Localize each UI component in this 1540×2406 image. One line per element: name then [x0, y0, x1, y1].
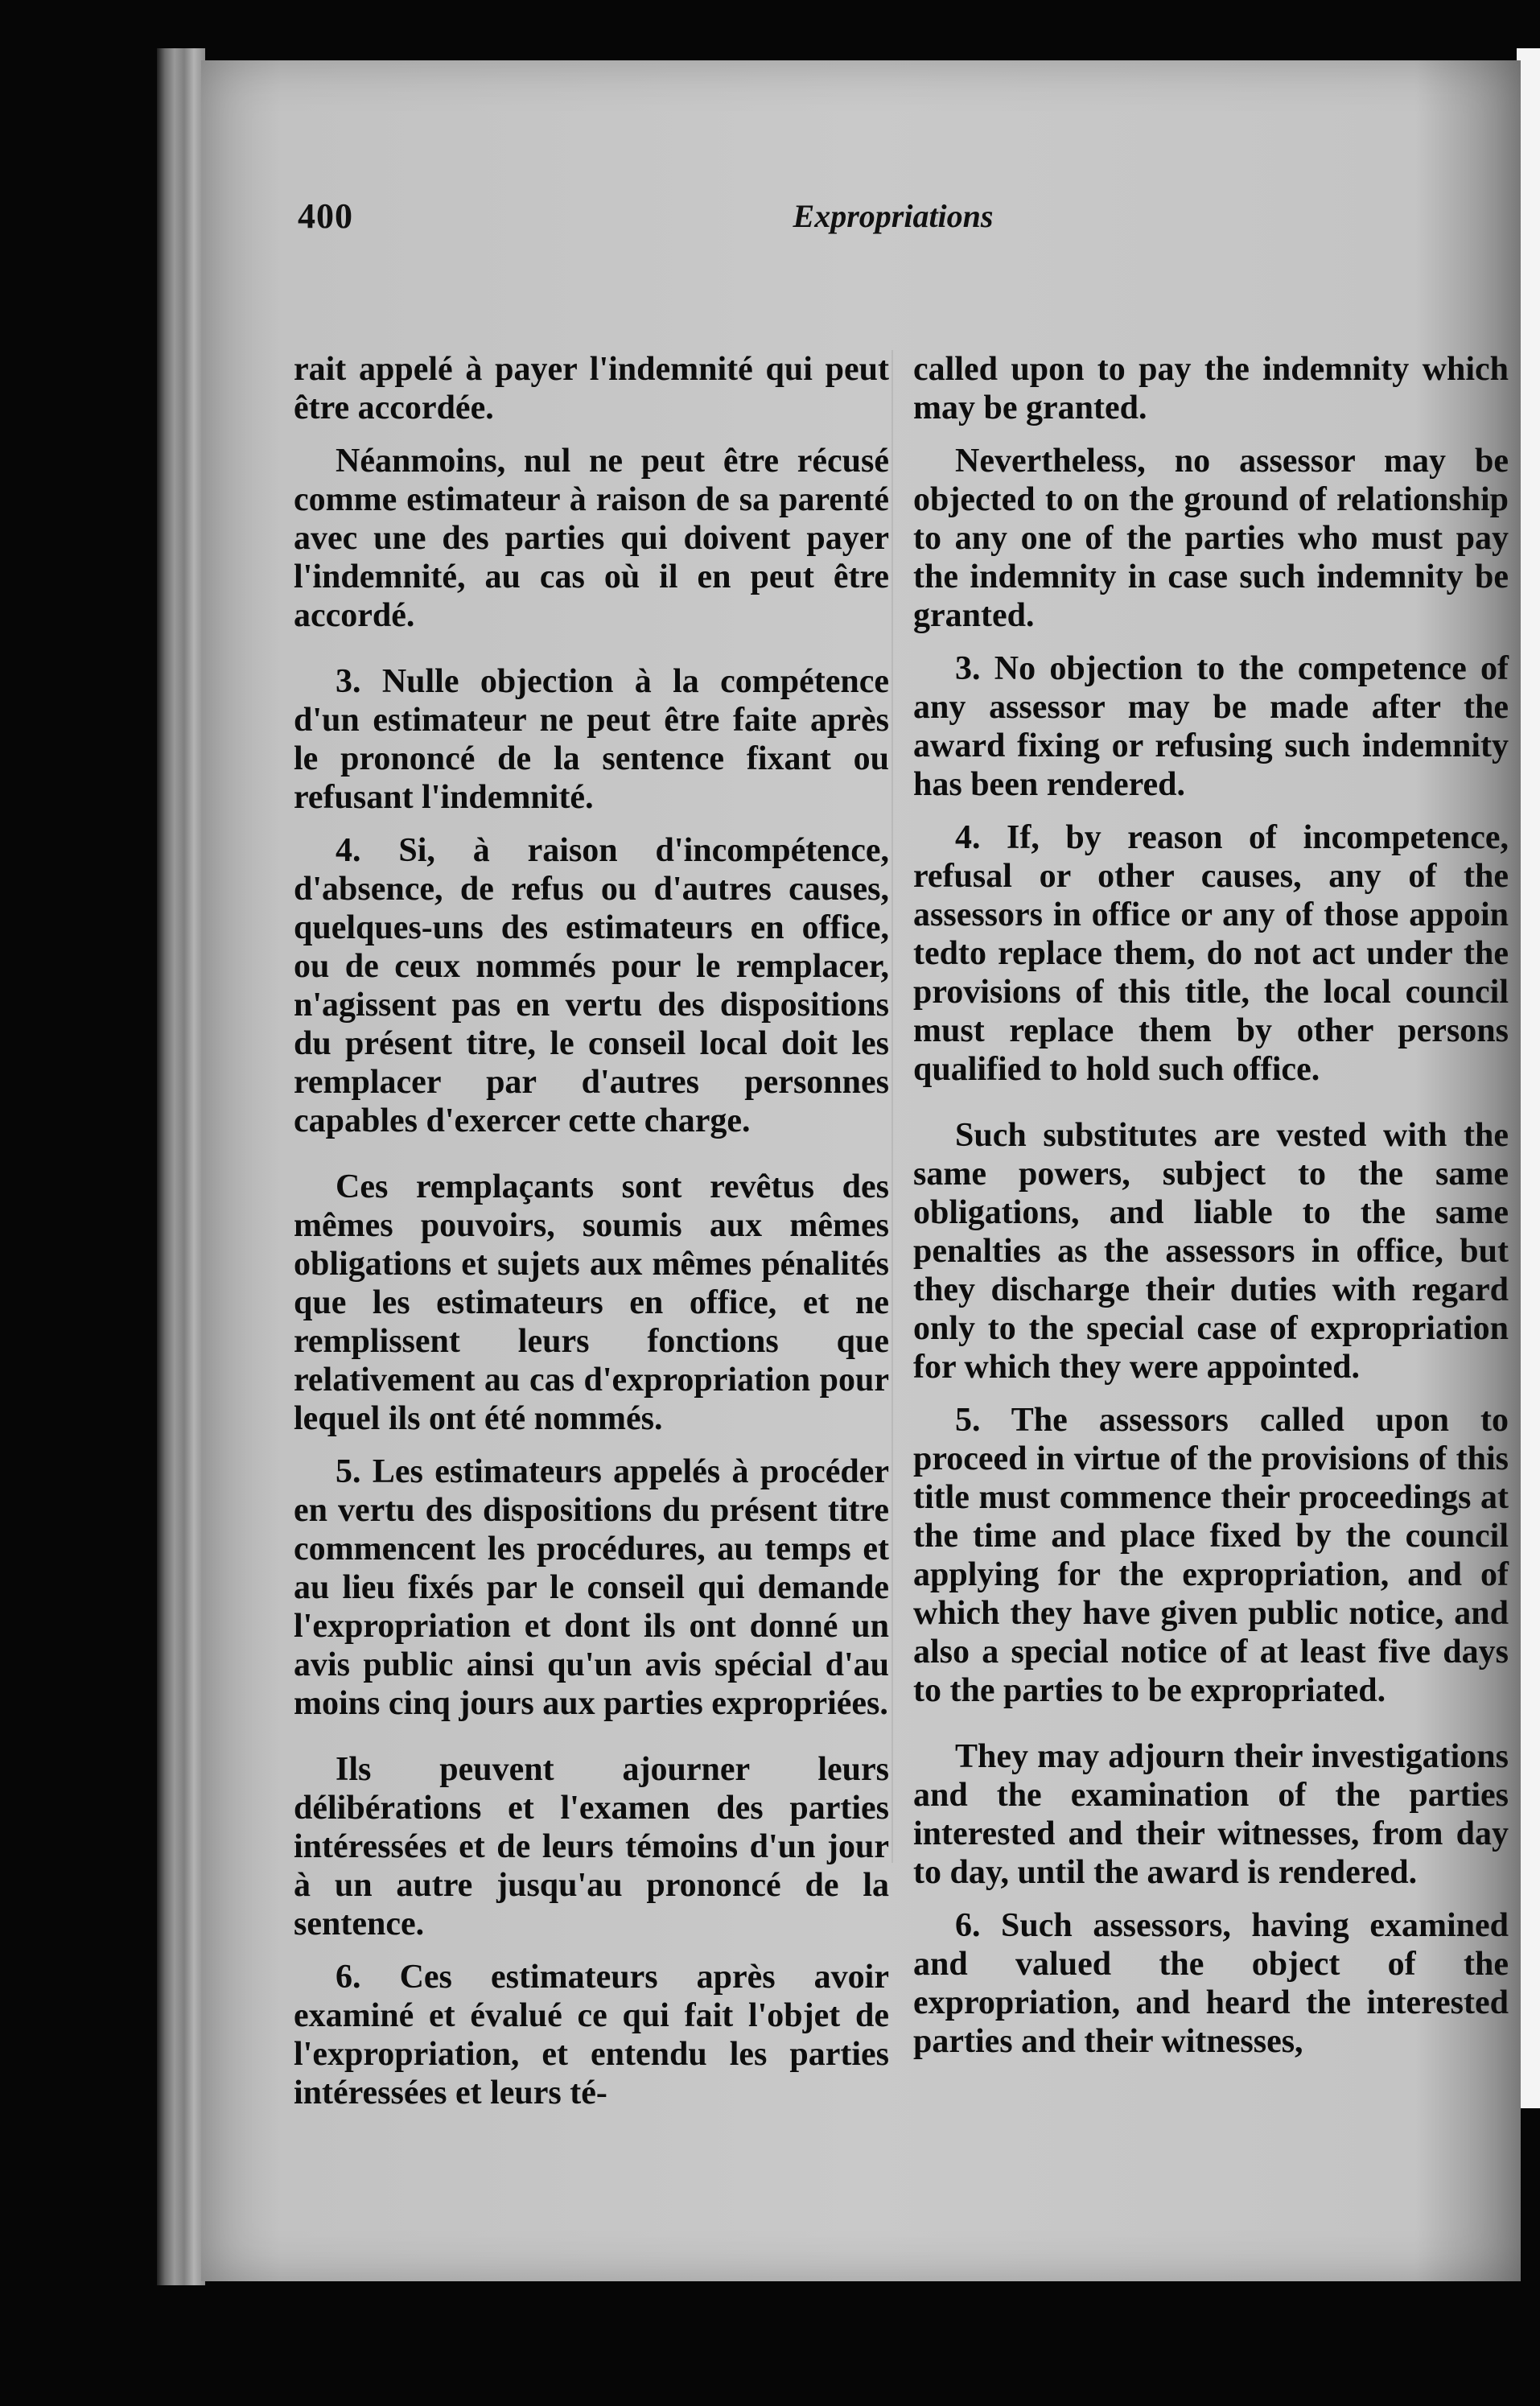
column-gutter: [891, 350, 893, 1863]
english-paragraph: 4. If, by reason of incompetence, refusal or other causes, any of the assessors in office or any of those appoin tedto replace them, do not act under the provisions of this title, the local council must replace them by other persons qualified to hold such office.: [913, 819, 1509, 1088]
running-head: Expropriations: [793, 198, 994, 234]
english-column: [913, 350, 1509, 2075]
english-paragraph: 3. No objection to the competence of any assessor may be made after the award fixing or refusing such indemnity has been rendered.: [913, 650, 1509, 803]
english-paragraph: 6. Such assessors, having examined and valued the object of the expropriation, and heard the interested parties and their witnesses,: [913, 1907, 1509, 2060]
english-paragraph: Nevertheless, no assessor may be objected to on the ground of relationship to any one of the parties who must pay the indemnity in case such indemnity be granted.: [913, 443, 1509, 634]
french-paragraph: Ces remplaçants sont revêtus des mêmes pouvoirs, soumis aux mêmes obligations et sujets aux mêmes pénalités que les estimateurs en office, et ne remplissent leurs fonctions que relativement au cas d'expropriation pour lequel ils ont été nommés.: [294, 1168, 889, 1437]
french-paragraph: 5. Les estimateurs appelés à procéder en vertu des dispositions du présent titre commencent les procédures, au temps et au lieu fixés par le conseil qui demande l'expropriation et dont ils ont donné un avis public ainsi qu'un avis spécial d'au moins cinq jours aux parties expropriées.: [294, 1453, 889, 1722]
page-header: [298, 196, 1489, 244]
book-page: [201, 60, 1521, 2281]
french-column: [294, 350, 889, 2127]
page-number: 400: [298, 196, 353, 236]
english-paragraph: called upon to pay the indemnity which may be granted.: [913, 351, 1509, 426]
book-page-edges: [157, 48, 205, 2285]
french-paragraph: Ils peuvent ajourner leurs délibérations et l'examen des parties intéressées et de leurs témoins d'un jour à un autre jusqu'au prononcé de la sentence.: [294, 1751, 889, 1943]
french-paragraph: Néanmoins, nul ne peut être récusé comme estimateur à raison de sa parenté avec une des parties qui doivent payer l'indemnité, au cas où il en peut être accordé.: [294, 443, 889, 634]
english-paragraph: They may adjourn their investigations and the examination of the parties interested and their witnesses, from day to day, until the award is rendered.: [913, 1738, 1509, 1891]
french-paragraph: 6. Ces estimateurs après avoir examiné et évalué ce qui fait l'objet de l'expropriation, et entendu les parties intéressées et leurs té-: [294, 1959, 889, 2111]
french-paragraph: 4. Si, à raison d'incompétence, d'absence, de refus ou d'autres causes, quelques-uns des estimateurs en office, ou de ceux nommés pour le remplacer, n'agissent pas en vertu des dispositions du présent titre, le conseil local doit les remplacer par d'autres personnes capables d'exercer cette charge.: [294, 832, 889, 1139]
english-paragraph: 5. The assessors called upon to proceed in virtue of the provisions of this title must commence their proceedings at the time and place fixed by the council applying for the expropriation, and of which they have given public notice, and also a special notice of at least five days to the parties to be expropriated.: [913, 1402, 1509, 1709]
english-paragraph: Such substitutes are vested with the same powers, subject to the same obligations, and liable to the same penalties as the assessors in office, but they discharge their duties with regard only to the special case of expropriation for which they were appointed.: [913, 1117, 1509, 1386]
french-paragraph: 3. Nulle objection à la compétence d'un estimateur ne peut être faite après le prononcé de la sentence fixant ou refusant l'indemnité.: [294, 663, 889, 816]
french-paragraph: rait appelé à payer l'indemnité qui peut être accordée.: [294, 351, 889, 426]
